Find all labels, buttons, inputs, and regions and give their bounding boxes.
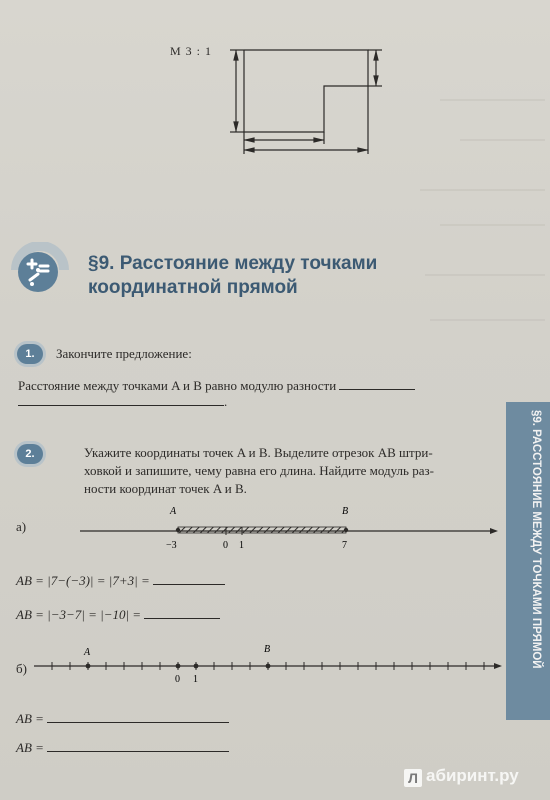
scale-label: М 3 : 1 [170, 44, 213, 58]
task-2-line2: ховкой и запишите, чему равна его длина. Найдите модуль раз- [84, 463, 434, 478]
point-a-label-b: A [84, 647, 91, 658]
part-b-eq1-line [16, 709, 229, 728]
task-2-number: 2. [17, 444, 43, 464]
watermark-text: абиринт.ру [426, 766, 519, 785]
point-b-mark-a [344, 528, 348, 532]
answer-blank-b2[interactable] [47, 738, 229, 752]
tick-label-1-a: 1 [239, 540, 244, 550]
task-1-end-mark: . [224, 394, 228, 409]
part-a-label: а) [16, 519, 27, 534]
part-a-eq2-line [16, 605, 220, 624]
number-line-a [70, 500, 500, 550]
part-b-label: б) [16, 661, 27, 676]
watermark [404, 766, 519, 787]
watermark-logo-icon: Л [404, 769, 422, 787]
segment-ab-hatch [178, 527, 346, 533]
task-1-number: 1. [17, 344, 43, 364]
point-zero-mark-b [176, 664, 181, 669]
answer-blank-b1[interactable] [47, 709, 229, 723]
answer-blank-a2[interactable] [144, 605, 220, 619]
section-badge-icon [8, 242, 72, 298]
point-one-mark-b [194, 664, 199, 669]
tick-label-7: 7 [342, 540, 347, 550]
axis-arrow-b [494, 663, 502, 669]
tick-label-1-b: 1 [193, 674, 198, 685]
point-a-mark-a [176, 528, 180, 532]
tick-label-0-b: 0 [175, 674, 180, 685]
part-a-eq1-line [16, 571, 225, 590]
section-title-line2: координатной прямой [88, 277, 298, 298]
part-a-eq1: AB = |7−(−3)| = |7+3| = [16, 573, 153, 588]
part-b-eq2-line [16, 738, 229, 757]
axis-arrow-a [490, 528, 498, 534]
bleed-through-marks [380, 40, 550, 420]
answer-blank-a1[interactable] [153, 571, 225, 585]
tick-label-minus3: −3 [166, 540, 177, 550]
point-b-label-b: B [264, 644, 271, 655]
point-a-mark-b [86, 664, 91, 669]
task-2-text [84, 444, 504, 498]
answer-blank-1a[interactable] [339, 376, 415, 390]
part-b-eq1: AB = [16, 711, 48, 726]
number-line-b [30, 638, 505, 686]
point-b-label-a: B [342, 506, 349, 517]
task-1-sentence: Расстояние между точками A и B равно модулю разности [18, 378, 337, 393]
chapter-side-tab [506, 402, 550, 720]
side-tab-text: §9. РАССТОЯНИЕ МЕЖДУ ТОЧКАМИ ПРЯМОЙ [530, 410, 542, 669]
task-2-line1: Укажите координаты точек A и B. Выделите отрезок AB штри- [84, 445, 433, 460]
section-title-line1: §9. Расстояние между точками [88, 253, 378, 274]
tick-label-0-a: 0 [223, 540, 228, 550]
task-1-prompt: Закончите предложение: [56, 346, 192, 361]
point-a-label-a: A [170, 506, 177, 517]
dimension-figure [228, 40, 398, 160]
task-2-line3: ности координат точек A и B. [84, 481, 247, 496]
task-1-second-line [18, 392, 227, 411]
section-title [88, 252, 528, 300]
part-a-eq2: AB = |−3−7| = |−10| = [16, 607, 145, 622]
answer-blank-1b[interactable] [18, 392, 224, 406]
part-b-eq2: AB = [16, 740, 48, 755]
point-b-mark-b [266, 664, 271, 669]
